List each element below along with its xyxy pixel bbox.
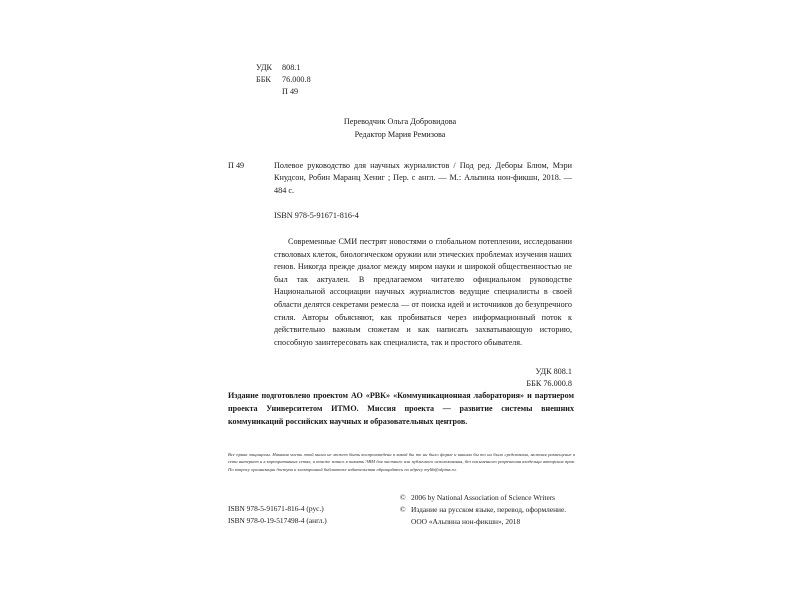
classification-codes-bottom	[228, 366, 572, 390]
main-text-block	[228, 62, 572, 390]
author-sign-row	[256, 86, 572, 98]
bbk-row	[256, 74, 572, 86]
rights-text-publisher: ООО «Альпина нон-фикшн», 2018	[411, 516, 521, 526]
editor-line: Редактор Мария Ремизова	[354, 129, 446, 139]
credits-block	[228, 116, 572, 141]
translator-line: Переводчик Ольга Добровидова	[343, 117, 457, 127]
rights-row-original	[400, 492, 575, 504]
udk-label: УДК	[256, 63, 273, 72]
author-sign-value: П 49	[282, 86, 299, 96]
isbn-english: ISBN 978-0-19-517498-4 (англ.)	[228, 515, 327, 525]
classification-codes-top	[256, 62, 572, 97]
rights-row-russian	[400, 504, 575, 516]
bibliographic-record	[228, 160, 572, 197]
biblio-description: Полевое руководство для научных журналистов / Под ред. Деборы Блюм, Мэри Кнудсон, Робин Маранц Хениг ; Пер. с англ. — М.: Альпина нон-фикшн, 2018. — 484 с.	[274, 161, 572, 195]
annotation-paragraph: Современные СМИ пестрят новостями о глобальном потеплении, исследовании стволовых клеток, биологическом оружии или этических проблемах изучения наших генов. Никогда прежде диалог между миром науки и широкой общественностью не был так актуален. В предлагаемом читателю официальном руководстве Национальной ассоциации научных журналистов ведущие специалисты в своей области делятся секретами ремесла — от поиска идей и источников до безупречного стиля. Авторы объясняют, как пробиваться через информационный поток к действительно важным сюжетам и как написать захватывающую историю, способную заинтересовать как специалиста, так и простого обывателя.	[274, 237, 572, 347]
rights-text-original: 2006 by National Association of Science Writers	[411, 493, 556, 502]
rights-list	[400, 492, 575, 528]
bbk-bottom: ББК 76.000.8	[526, 379, 572, 389]
isbn-list	[228, 492, 400, 527]
udk-row	[256, 62, 572, 74]
udk-bottom: УДК 808.1	[535, 367, 572, 377]
biblio-signature: П 49	[228, 161, 245, 171]
copyright-icon-russian: ©	[400, 504, 406, 514]
project-note: Издание подготовлено проектом АО «РВК» «Коммуникационная лаборатория» и партнером проекта Университетом ИТМО. Миссия проекта — развитие системы внешних коммуникаций российских научных и образовательных центров.	[228, 391, 574, 426]
rights-row-publisher	[400, 516, 575, 528]
colophon-block	[228, 492, 575, 528]
legal-notice: Все права защищены. Никакая часть этой книги не может быть воспроизведена в какой бы то ни было форме и какими бы то ни было средствами, включая размещение в сети интернет и в корпоративных сетях, а также запись в память ЭВМ для частного или публичного использования, без письменного разрешения владельца авторских прав. По вопросу организации доступа к электронной библиотеке издательства обращайтесь по адресу mylib@alpina.ru.	[228, 452, 575, 472]
isbn-primary: ISBN 978-5-91671-816-4	[274, 210, 359, 220]
isbn-russian: ISBN 978-5-91671-816-4 (рус.)	[228, 504, 324, 513]
copyright-icon: ©	[400, 493, 406, 502]
rights-text-russian: Издание на русском языке, перевод, оформление.	[411, 504, 567, 514]
bbk-value: 76.000.8	[282, 74, 311, 84]
bbk-label: ББК	[256, 74, 271, 84]
udk-value: 808.1	[282, 63, 301, 72]
